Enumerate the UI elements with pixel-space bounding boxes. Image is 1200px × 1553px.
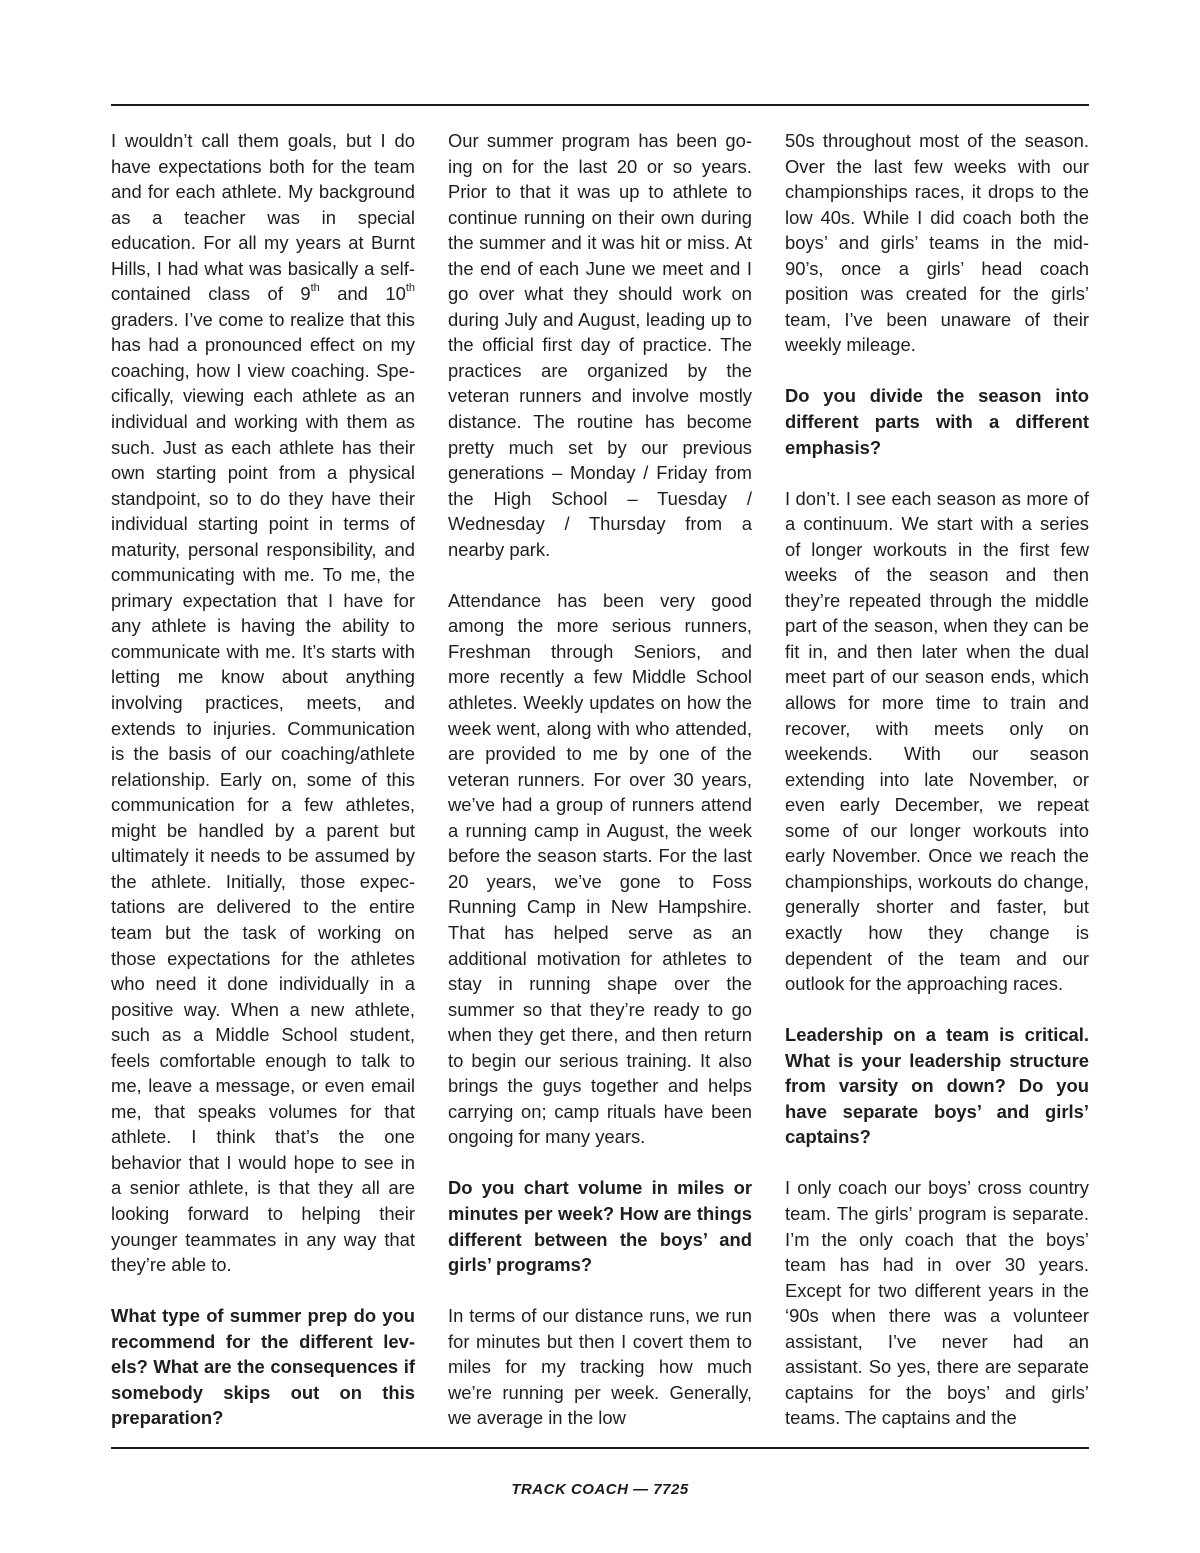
question-heading: Do you chart volume in miles or minutes per week? How are things different between the boys’ and girls’ programs? [448, 1177, 752, 1276]
question-heading: Leadership on a team is critical. What is your leadership structure from varsity on down? Do you have separate boys’ and girls’ captains? [785, 1024, 1089, 1148]
answer-paragraph: I wouldn’t call them goals, but I do have expectations both for the team and for each athlete. My background as a teacher was in special education. For all my years at Burnt Hills, I had what was basically a self-contained class of 9th and 10th graders. I’ve come to realize that this has had a pronounced effect on my coaching, how I view coaching. Specifically, viewing each athlete as an individual and working with them as such. Just as each athlete has their own starting point from a physical standpoint, so to do they have their individual starting point in terms of maturity, personal responsibility, and communicating with me. To me, the primary expectation that I have for any athlete is having the ability to communicate with me. It’s starts with letting me know about anything involving practices, meets, and extends to injuries. Communication is the basis of our coaching/athlete relationship. Early on, some of this communication for a few athletes, might be handled by a parent but ultimately it needs to be assumed by the athlete. Initially, those expectations are delivered to the entire team but the task of working on those expectations for the athletes who need it done individually in a positive way. When a new athlete, such as a Middle School student, feels comfortable enough to talk to me, leave a message, or even email me, that speaks volumes for that athlete. I think that’s the one behavior that I would hope to see in a senior athlete, is that they all are looking forward to helping their younger teammates in any way that they’re able to. [111, 130, 415, 1276]
answer-paragraph: Our summer program has been going on for the last 20 or so years. Prior to that it was up to athlete to continue running on their own during the summer and it was hit or miss. At the end of each June we meet and I go over what they should work on during July and August, leading up to the official first day of practice. The practices are organized by the veteran runners and involve mostly distance. The routine has become pretty much set by our previous generations – Monday / Friday from the High School – Tuesday / Wednesday / Thursday from a nearby park. [448, 130, 752, 560]
answer-paragraph: 50s throughout most of the season. Over the last few weeks with our championships races, it drops to the low 40s. While I did coach both the boys’ and girls’ teams in the mid-90’s, once a girls’ head coach position was created for the girls’ team, I’ve been unaware of their weekly mileage. [785, 130, 1089, 356]
top-rule [111, 104, 1089, 106]
bottom-rule [111, 1447, 1089, 1449]
question-heading: What type of summer prep do you recommend for the different levels? What are the consequences if somebody skips out on this preparation? [111, 1305, 415, 1429]
question-heading: Do you divide the season into different parts with a different emphasis? [785, 385, 1089, 458]
column-2 [448, 128, 752, 1431]
answer-paragraph: I only coach our boys’ cross country team. The girls’ program is separate. I’m the only coach that the boys’ team has had in over 30 years. Except for two different years in the ‘90s when there was a volunteer assistant, I’ve never had an assistant. So yes, there are separate captains for the boys’ and girls’ teams. The captains and the [785, 1177, 1089, 1429]
column-3 [785, 128, 1089, 1431]
answer-paragraph: Attendance has been very good among the more serious runners, Freshman through Seniors, and more recently a few Middle School athletes. Weekly updates on how the week went, along with who attended, are provided to me by one of the veteran runners. For over 30 years, we’ve had a group of runners attend a running camp in August, the week before the season starts. For the last 20 years, we’ve gone to Foss Running Camp in New Hampshire. That has helped serve as an additional motivation for athletes to stay in running shape over the summer so that they’re ready to go when they get there, and then return to begin our serious training. It also brings the guys together and helps carrying on; camp rituals have been ongoing for many years. [448, 589, 752, 1148]
column-1 [111, 128, 415, 1431]
page-footer: TRACK COACH — 7725 [511, 1481, 689, 1498]
answer-paragraph: In terms of our distance runs, we run for minutes but then I covert them to miles for my tracking how much we’re running per week. Generally, we average in the low [448, 1305, 752, 1429]
answer-paragraph: I don’t. I see each season as more of a continuum. We start with a series of longer workouts in the first few weeks of the season and then they’re repeated through the middle part of the season, when they can be fit in, and then later when the dual meet part of our season ends, which allows for more time to train and recover, with meets only on weekends. With our season extending into late November, or even early December, we repeat some of our longer workouts into early November. Once we reach the championships, workouts do change, generally shorter and faster, but exactly how they change is dependent of the team and our outlook for the approaching races. [785, 487, 1089, 995]
